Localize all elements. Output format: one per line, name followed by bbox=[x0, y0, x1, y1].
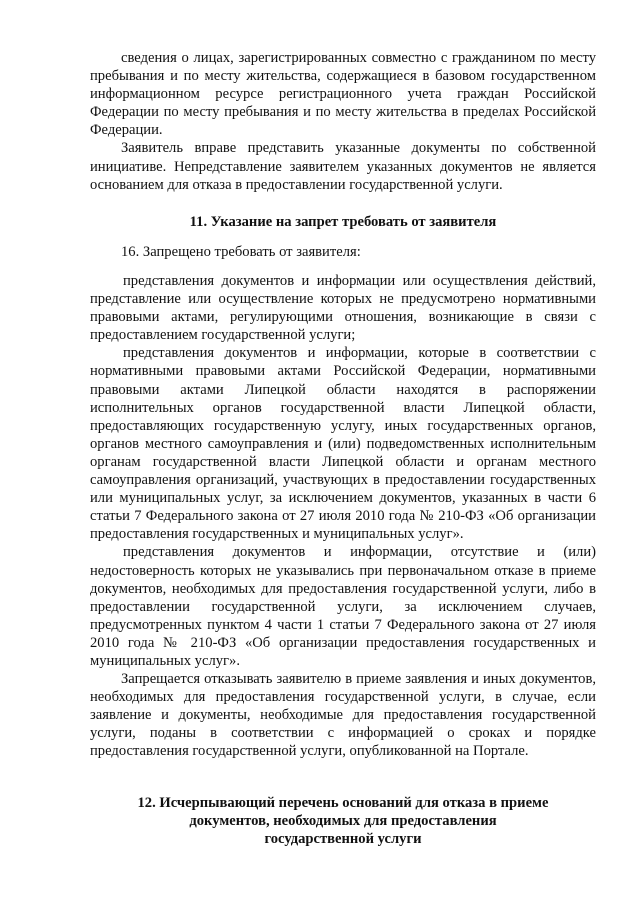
section-12-heading-line-1: 12. Исчерпывающий перечень оснований для отказа в приеме bbox=[137, 795, 549, 811]
section-11-lead-block bbox=[90, 243, 596, 261]
section-11-heading: 11. Указание на запрет требовать от заявителя bbox=[189, 214, 497, 230]
section-12-heading-line-2: документов, необходимых для предоставления bbox=[189, 813, 497, 830]
prohibition-item: представления документов и информации, которые в соответствии с нормативными правовыми актами Российской Федерации, нормативными правовыми актами Липецкой области находятся в распоряжении исполнительных органов государственной власти Липецкой области, предоставляющих государственную услугу, иных государственных органов, органов местного самоуправления и (или) подведомственных исполнительным органам государственной власти Липецкой области и органам местного самоуправления организаций, участвующих в предоставлении государственных или муниципальных услуг, за исключением документов, указанных в части 6 статьи 7 Федерального закона от 27 июля 2010 года № 210-ФЗ «Об организации предоставления государственных и муниципальных услуг». bbox=[90, 345, 596, 543]
prohibition-item: представления документов и информации или осуществления действий, представление или осуществление которых не предусмотрено нормативными правовыми актами, регулирующими отношения, возникающие в связи с предоставлением государственной услуги; bbox=[90, 273, 596, 344]
section-12-heading-block bbox=[90, 794, 596, 848]
section-12-heading bbox=[90, 794, 596, 848]
section-11-lead: 16. Запрещено требовать от заявителя: bbox=[121, 244, 361, 260]
paragraph-registration-info: сведения о лицах, зарегистрированных совместно с гражданином по месту пребывания и по месту жительства, содержащиеся в базовом государственном информационном ресурсе регистрационного учета граждан Российской Федерации по месту пребывания и по месту жительства в пределах Российской Федерации. bbox=[90, 50, 596, 139]
intro-block bbox=[90, 49, 596, 194]
section-12-heading-line-3: государственной услуги bbox=[264, 831, 422, 848]
section-11-items bbox=[90, 272, 596, 761]
section-11-heading-block bbox=[90, 213, 596, 231]
prohibition-item: представления документов и информации, отсутствие и (или) недостоверность которых не указывались при первоначальном отказе в приеме документов, необходимых для предоставления государственной услуги, либо в предоставлении государственной услуги, за исключением случаев, предусмотренных пунктом 4 части 1 статьи 7 Федерального закона от 27 июля 2010 года № 210-ФЗ «Об организации предоставления государственных и муниципальных услуг». bbox=[90, 544, 596, 669]
paragraph-applicant-right: Заявитель вправе представить указанные документы по собственной инициативе. Непредставление заявителем указанных документов не является основанием для отказа в предоставлении государственной услуги. bbox=[90, 140, 596, 193]
paragraph-refusal-prohibition: Запрещается отказывать заявителю в приеме заявления и иных документов, необходимых для предоставления государственной услуги, в случае, если заявление и документы, необходимые для предоставления государственной услуги, поданы в соответствии с информацией о сроках и порядке предоставления государственной услуги, опубликованной на Портале. bbox=[90, 671, 596, 760]
